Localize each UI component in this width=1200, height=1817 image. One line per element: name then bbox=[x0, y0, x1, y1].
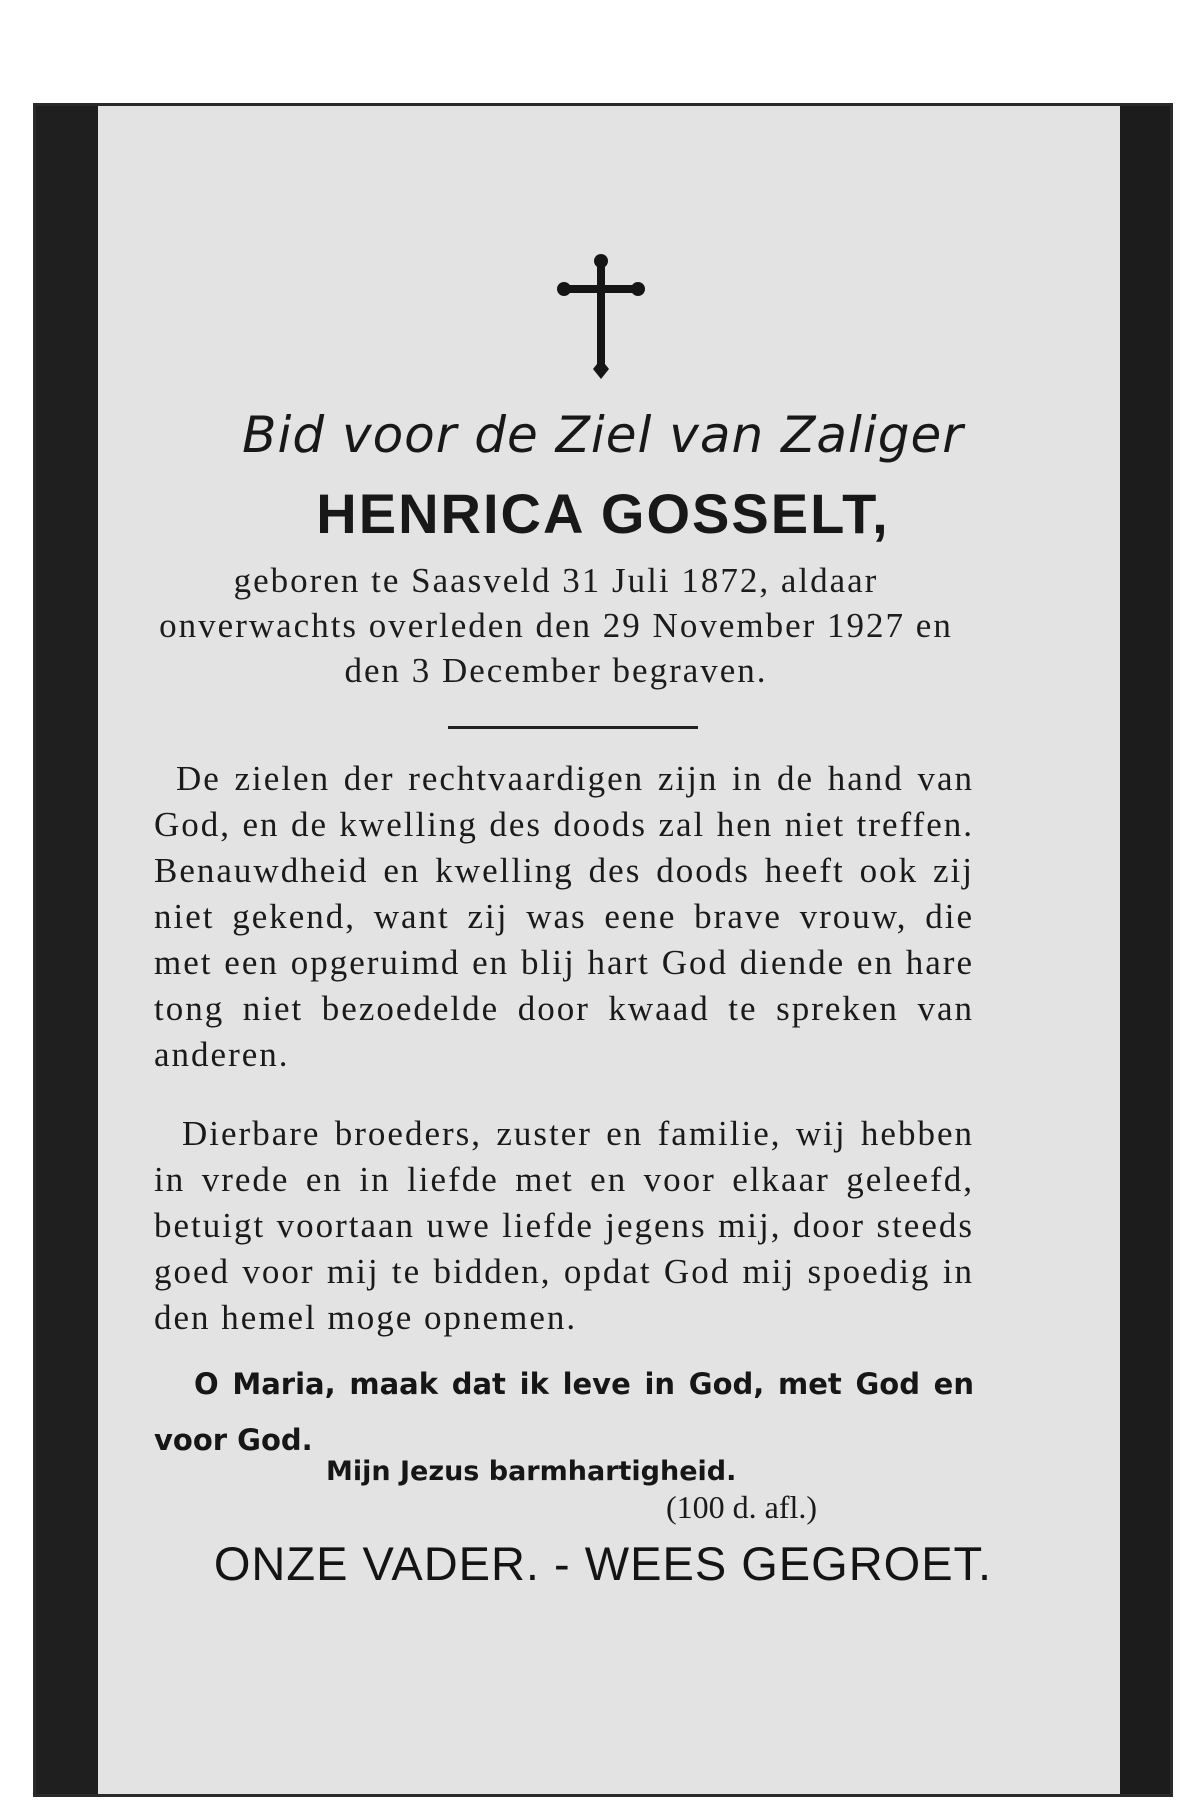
divider-rule bbox=[448, 726, 698, 729]
memorial-card bbox=[33, 103, 1173, 1797]
mercy-invocation: Mijn Jezus barmhartigheid. bbox=[326, 1456, 737, 1487]
intro-line: Bid voor de Ziel van Zaliger bbox=[242, 406, 964, 464]
cross-icon bbox=[556, 251, 646, 381]
indulgence-note: (100 d. afl.) bbox=[666, 1489, 818, 1525]
deceased-name: HENRICA GOSSELT, bbox=[316, 482, 890, 545]
farewell-paragraph: Dierbare broeders, zuster en familie, wij hebben in vrede en in liefde met en voor elkaar geleefd, betuigt voortaan uwe liefde jegens mij, door steeds goed voor mij te bidden, opdat God mij spoedig in den hemel moge opnemen. bbox=[154, 1114, 974, 1337]
scripture-paragraph: De zielen der rechtvaardigen zijn in de hand van God, en de kwelling des doods zal hen niet treffen. Benauwdheid en kwelling des doods heeft ook zij niet gekend, want zij was eene brave vrouw, die met een opgeruimd en blij hart God diende en hare tong niet bezoedelde door kwaad te spreken van anderen. bbox=[154, 759, 974, 1074]
closing-prayers: ONZE VADER. - WEES GEGROET. bbox=[213, 1537, 993, 1590]
birth-death-details: geboren te Saasveld 31 Juli 1872, aldaar onverwachts overleden den 29 November 1927 en den 3 December begraven. bbox=[159, 561, 953, 690]
marian-prayer: O Maria, maak dat ik leve in God, met God en voor God. bbox=[154, 1367, 974, 1457]
